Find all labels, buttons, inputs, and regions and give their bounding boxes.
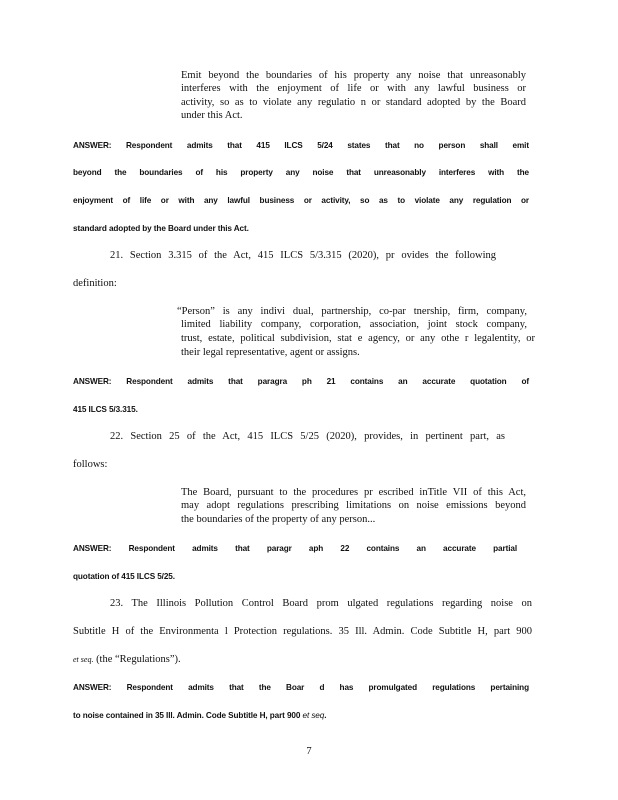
answer-line — [73, 710, 419, 722]
answer-line: ANSWER: Respondent admits that 415 ILCS 5/24 states that no person shall emit — [73, 141, 529, 150]
paragraph-23-line: 23. The Illinois Pollution Control Board prom ulgated regulations regarding noise on — [110, 598, 532, 609]
answer-line: quotation of 415 ILCS 5/25. — [73, 572, 175, 581]
answer-line: enjoyment of life or with any lawful business or activity, so as to violate any regulation or — [73, 196, 529, 205]
answer-line: ANSWER: Respondent admits that the Boar d has promulgated regulations pertaining — [73, 683, 529, 692]
paragraph-22-line: 22. Section 25 of the Act, 415 ILCS 5/25 (2020), provides, in pertinent part, as — [110, 431, 505, 442]
answer-end-period: . — [324, 711, 327, 720]
answer-text: to noise contained in 35 Ill. Admin. Code Subtitle H, part 900 — [73, 711, 301, 720]
quote-line: their legal representative, agent or assigns. — [181, 347, 360, 358]
page-number: 7 — [306, 746, 312, 757]
quote-line: Emit beyond the boundaries of his property any noise that unreasonably — [181, 70, 526, 81]
answer-line: ANSWER: Respondent admits that paragra ph 21 contains an accurate quotation of — [73, 377, 529, 386]
quote-line: under this Act. — [181, 110, 243, 121]
et-seq-italic: et seq. — [73, 655, 94, 664]
answer-line: beyond the boundaries of his property any noise that unreasonably interferes with the — [73, 168, 529, 177]
paragraph-23-line: Subtitle H of the Environmenta l Protection regulations. 35 Ill. Admin. Code Subtitle H, part 900 — [73, 626, 532, 637]
quote-line: may adopt regulations prescribing limitations on noise emissions beyond — [181, 500, 526, 511]
regulations-definition: (the “Regulations”). — [96, 654, 181, 665]
answer-line: ANSWER: Respondent admits that paragr aph 22 contains an accurate partial — [73, 544, 517, 553]
quote-line: activity, so as to violate any regulatio n or standard adopted by the Board — [181, 97, 526, 108]
quote-line: limited liability company, corporation, association, joint stock company, — [181, 319, 527, 330]
quote-line: The Board, pursuant to the procedures pr escribed inTitle VII of this Act, — [181, 487, 526, 498]
quote-line: trust, estate, political subdivision, stat e agency, or any othe r legalentity, or — [181, 333, 535, 344]
et-seq-italic: et seq — [302, 711, 325, 720]
quote-line: the boundaries of the property of any person... — [181, 514, 376, 525]
quote-line: “Person” is any indivi dual, partnership, co-par tnership, firm, company, — [177, 306, 527, 317]
quote-line: interferes with the enjoyment of life or with any lawful business or — [181, 83, 526, 94]
paragraph-21-line: 21. Section 3.315 of the Act, 415 ILCS 5/3.315 (2020), pr ovides the following — [110, 250, 496, 261]
paragraph-21-line: definition: — [73, 278, 117, 289]
answer-line: 415 ILCS 5/3.315. — [73, 405, 138, 414]
answer-line: standard adopted by the Board under this Act. — [73, 224, 249, 233]
paragraph-23-line — [73, 654, 181, 666]
paragraph-22-line: follows: — [73, 459, 108, 470]
